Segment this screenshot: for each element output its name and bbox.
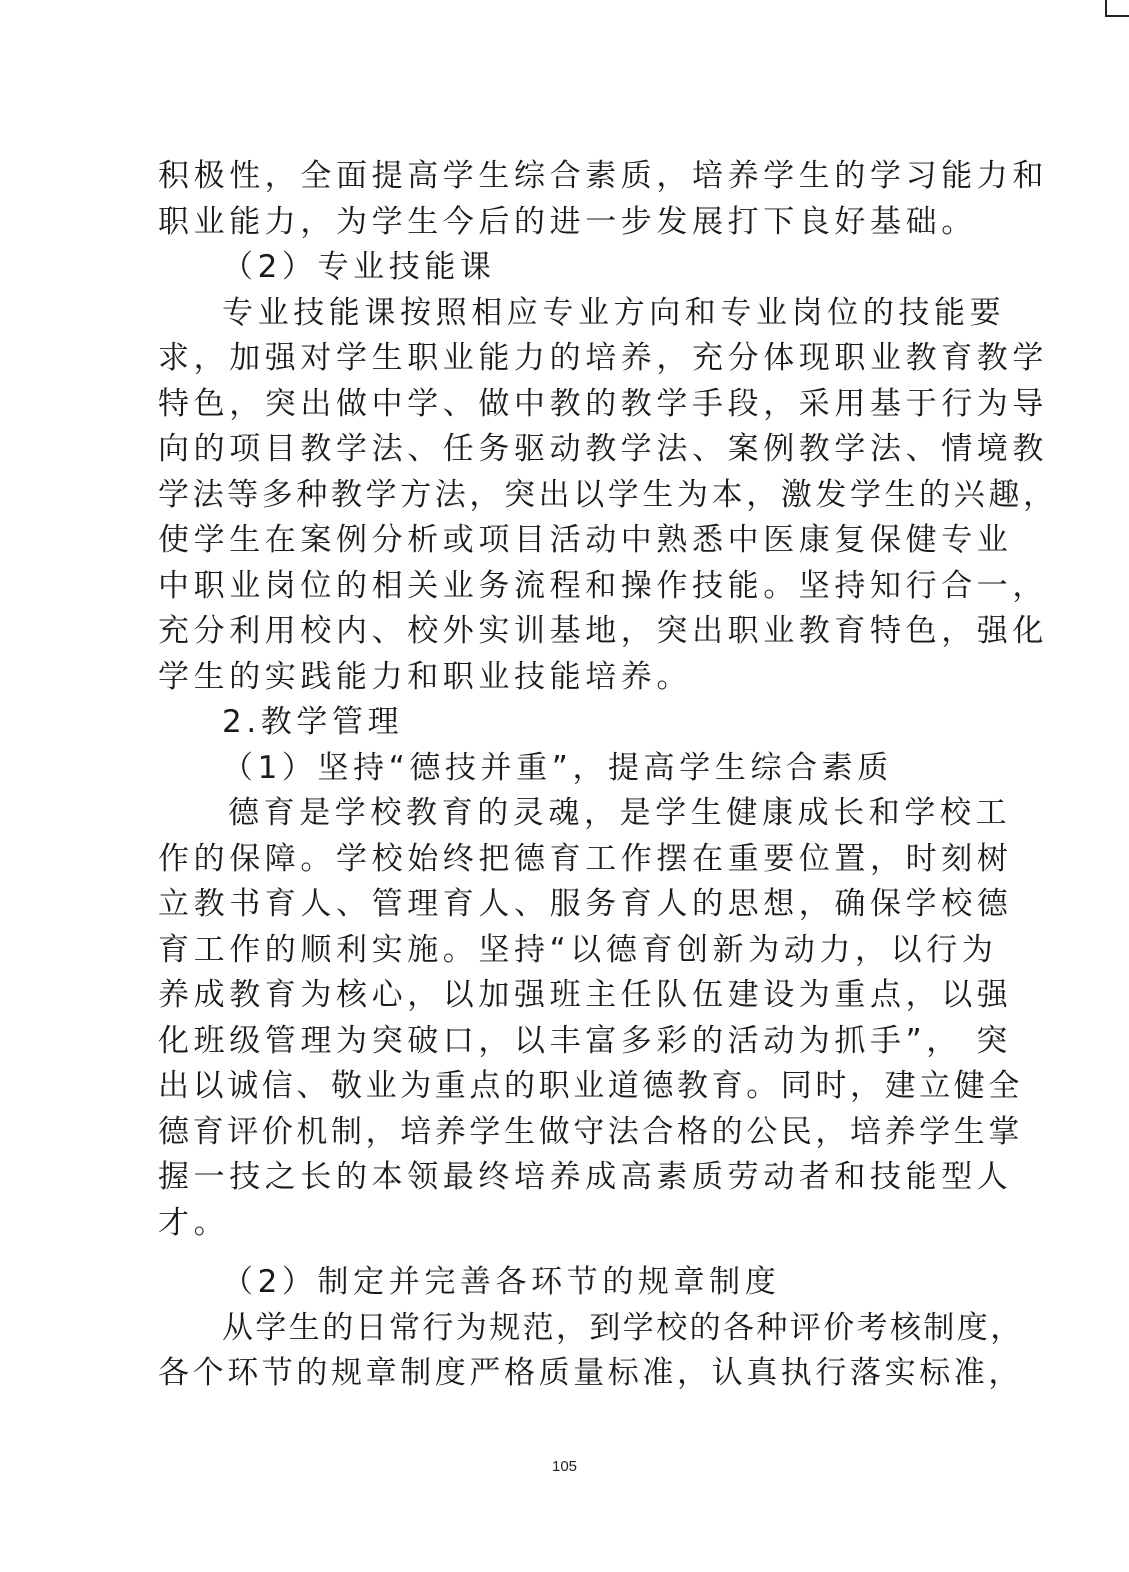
- section-heading: （2）专业技能课: [222, 249, 496, 285]
- text-line: 中职业岗位的相关业务流程和操作技能。坚持知行合一，: [158, 567, 1048, 604]
- section-heading: （1）坚持“德技并重”，提高学生综合素质: [222, 749, 893, 786]
- text-line: 立教书育人、管理育人、服务育人的思想，确保学校德: [158, 886, 1013, 922]
- text-line: 德育评价机制，培养学生做守法合格的公民，培养学生掌: [158, 1113, 1023, 1150]
- crop-mark-vertical: [1105, 0, 1107, 16]
- text-line: 作的保障。学校始终把德育工作摆在重要位置，时刻树: [158, 840, 1013, 877]
- document-body: [158, 154, 1058, 1397]
- crop-mark-horizontal: [1105, 15, 1129, 17]
- text-line: 出以诚信、敬业为重点的职业道德教育。同时，建立健全: [158, 1068, 1023, 1104]
- text-line: 学生的实践能力和职业技能培养。: [158, 658, 692, 695]
- section-heading: 2.教学管理: [222, 704, 404, 740]
- text-line: 使学生在案例分析或项目活动中熟悉中医康复保健专业: [158, 522, 1013, 558]
- text-line: 向的项目教学法、任务驱动教学法、案例教学法、情境教: [158, 431, 1048, 467]
- text-line: 特色，突出做中学、做中教的教学手段，采用基于行为导: [158, 385, 1048, 422]
- paragraph-first-line: 从学生的日常行为规范，到学校的各种评价考核制度，: [222, 1309, 1024, 1346]
- text-line: 各个环节的规章制度严格质量标准，认真执行落实标准，: [158, 1355, 1023, 1391]
- text-line: 积极性，全面提高学生综合素质，培养学生的学习能力和: [158, 158, 1048, 194]
- paragraph-first-line: 专业技能课按照相应专业方向和专业岗位的技能要: [222, 294, 1006, 331]
- section-heading: （2）制定并完善各环节的规章制度: [222, 1264, 781, 1300]
- text-line: 化班级管理为突破口，以丰富多彩的活动为抓手”， 突: [158, 1022, 1012, 1059]
- paragraph-gap: [158, 1246, 988, 1260]
- paragraph-first-line: 德育是学校教育的灵魂，是学生健康成长和学校工: [228, 795, 1012, 831]
- text-line: 养成教育为核心，以加强班主任队伍建设为重点，以强: [158, 977, 1013, 1013]
- text-line: 充分利用校内、校外实训基地，突出职业教育特色，强化: [158, 613, 1048, 649]
- text-line: 才。: [158, 1204, 230, 1241]
- page-number: 105: [551, 1458, 578, 1475]
- text-line: 握一技之长的本领最终培养成高素质劳动者和技能型人: [158, 1159, 1013, 1195]
- text-line: 学法等多种教学方法，突出以学生为本，激发学生的兴趣，: [158, 476, 1058, 513]
- text-line: 求，加强对学生职业能力的培养，充分体现职业教育教学: [158, 340, 1048, 376]
- text-line: 职业能力，为学生今后的进一步发展打下良好基础。: [158, 203, 977, 240]
- text-line: 育工作的顺利实施。坚持“以德育创新为动力，以行为: [158, 931, 998, 968]
